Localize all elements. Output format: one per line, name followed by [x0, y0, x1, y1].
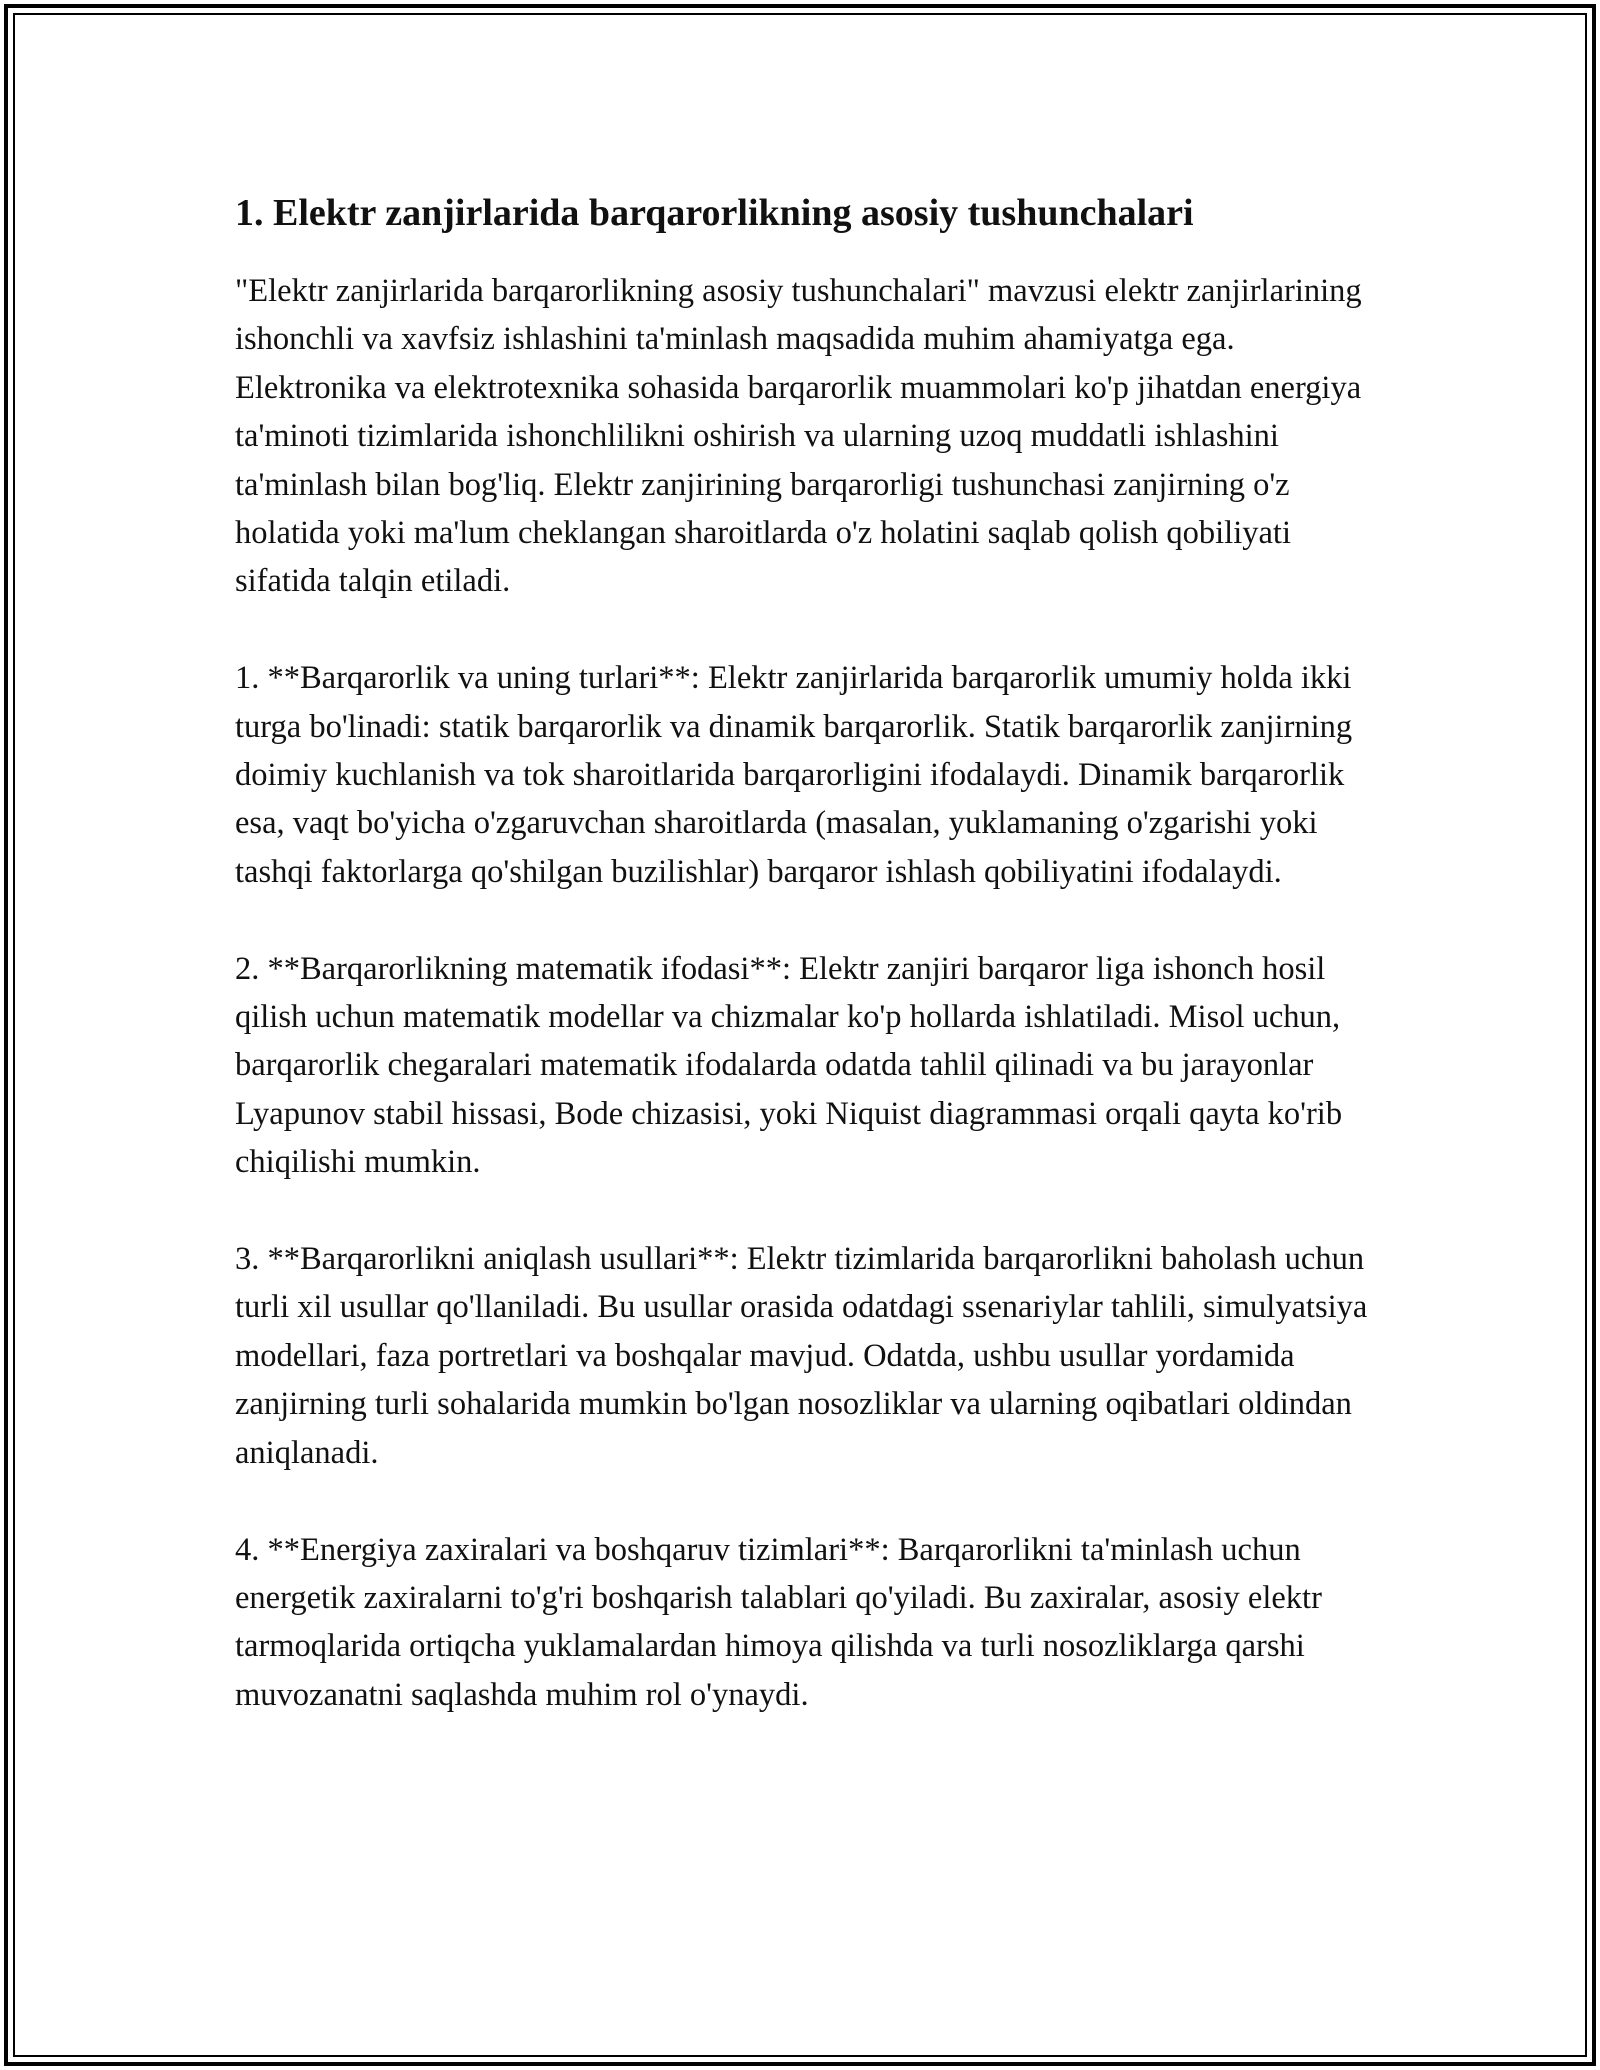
document-body	[235, 185, 1375, 1719]
section-2-paragraph: 2. **Barqarorlikning matematik ifodasi**: Elektr zanjiri barqaror liga ishonch hosil qilish uchun matematik modellar va chizmalar ko'p hollarda ishlatiladi. Misol uchun, barqarorlik chegaralari matematik ifodalarda odatda tahlil qilinadi va bu jarayonlar Lyapunov stabil hissasi, Bode chizasisi, yoki Niquist diagrammasi orqali qayta ko'rib chiqilishi mumkin.	[235, 950, 1343, 1181]
section-1-paragraph: 1. **Barqarorlik va uning turlari**: Elektr zanjirlarida barqarorlik umumiy holda ikki turga bo'linadi: statik barqarorlik va dinamik barqarorlik. Statik barqarorlik zanjirning doimiy kuchlanish va tok sharoitlarida barqarorligini ifodalaydi. Dinamik barqarorlik esa, vaqt bo'yicha o'zgaruvchan sharoitlarda (masalan, yuklamaning o'zgarishi yoki tashqi faktorlarga qo'shilgan buzilishlar) barqaror ishlash qobiliyatini ifodalaydi.	[235, 660, 1353, 890]
paragraph-spacer	[235, 606, 1375, 654]
section-3-paragraph: 3. **Barqarorlikni aniqlash usullari**: Elektr tizimlarida barqarorlikni baholash uchun turli xil usullar qo'llaniladi. Bu usullar orasida odatdagi ssenariylar tahlili, simulyatsiya modellari, faza portretlari va boshqalar mavjud. Odatda, ushbu usullar yordamida zanjirning turli sohalarida mumkin bo'lgan nosozliklar va ularning oqibatlari oldindan aniqlanadi.	[235, 1241, 1368, 1471]
paragraph-spacer	[235, 896, 1375, 944]
intro-paragraph: "Elektr zanjirlarida barqarorlikning asosiy tushunchalari" mavzusi elektr zanjirlarining ishonchli va xavfsiz ishlashini ta'minlash maqsadida muhim ahamiyatga ega. Elektronika va elektrotexnika sohasida barqarorlik muammolari ko'p jihatdan energiya ta'minoti tizimlarida ishonchlilikni oshirish va ularning uzoq muddatli ishlashini ta'minlash bilan bog'liq. Elektr zanjirining barqarorligi tushunchasi zanjirning o'z holatida yoki ma'lum cheklangan sharoitlarda o'z holatini saqlab qolish qobiliyati sifatida talqin etiladi.	[235, 273, 1362, 600]
paragraph-spacer	[235, 1187, 1375, 1235]
section-4-paragraph: 4. **Energiya zaxiralari va boshqaruv tizimlari**: Barqarorlikni ta'minlash uchun energetik zaxiralarni to'g'ri boshqarish talablari qo'yiladi. Bu zaxiralar, asosiy elektr tarmoqlarida ortiqcha yuklamalardan himoya qilishda va turli nosozliklarga qarshi muvozanatni saqlashda muhim rol o'ynaydi.	[235, 1531, 1322, 1713]
document-title: 1. Elektr zanjirlarida barqarorlikning asosiy tushunchalari	[235, 192, 1194, 234]
paragraph-spacer	[235, 1477, 1375, 1525]
